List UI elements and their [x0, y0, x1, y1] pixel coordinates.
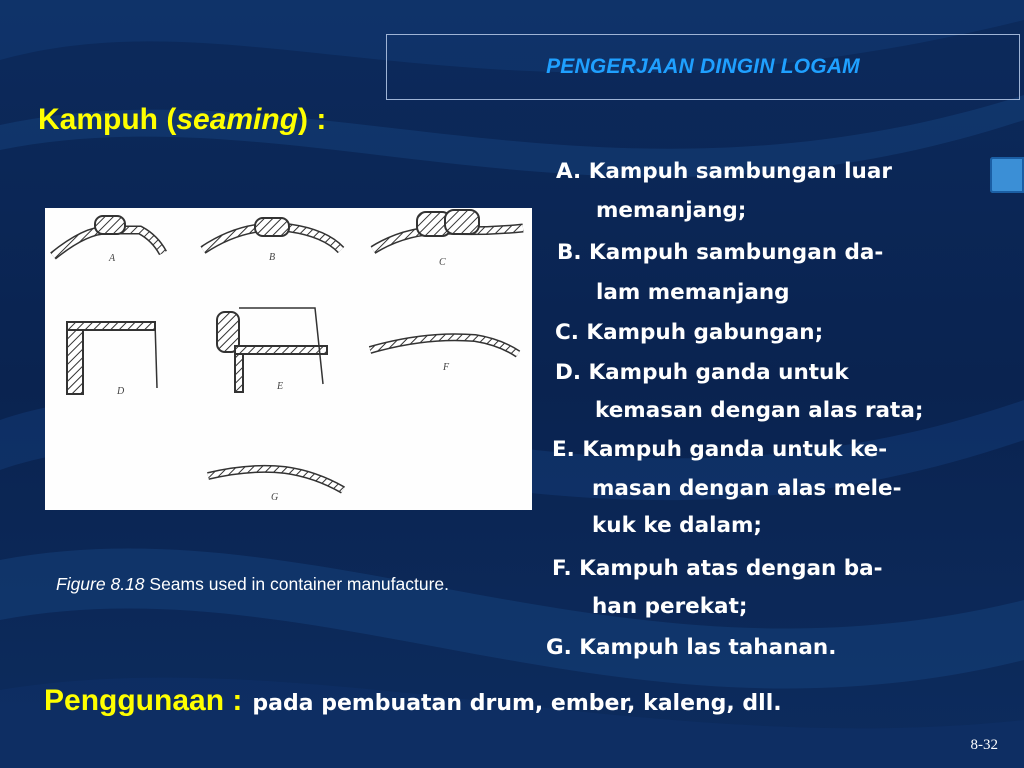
- list-item: C. Kampuh gabungan;: [555, 320, 824, 345]
- usage-line: [44, 684, 782, 718]
- list-item: lam memanjang: [596, 280, 790, 305]
- title-prefix: Kampuh (: [38, 103, 177, 136]
- label-c: C: [439, 257, 446, 268]
- label-e: E: [277, 381, 284, 392]
- label-f: F: [443, 362, 450, 373]
- list-item: han perekat;: [592, 594, 748, 619]
- list-item: E. Kampuh ganda untuk ke-: [552, 437, 888, 462]
- header-title: PENGERJAAN DINGIN LOGAM: [546, 55, 860, 78]
- seam-diagram: [45, 208, 532, 510]
- seam-e-drawing: [217, 308, 327, 392]
- caption-figure-number: Figure 8.18: [56, 574, 145, 594]
- list-item: A. Kampuh sambungan luar: [556, 159, 892, 184]
- caption-text: Seams used in container manufacture.: [149, 574, 450, 594]
- seam-d-drawing: [67, 322, 157, 394]
- label-b: B: [269, 252, 276, 263]
- list-item: kemasan dengan alas rata;: [595, 398, 924, 423]
- label-g: G: [271, 492, 279, 503]
- list-item: kuk ke dalam;: [592, 513, 762, 538]
- title-italic: seaming: [176, 103, 299, 136]
- usage-text: pada pembuatan drum, ember, kaleng, dll.: [252, 691, 782, 716]
- usage-label: Penggunaan :: [44, 684, 243, 717]
- list-item: memanjang;: [596, 198, 747, 223]
- seam-c-drawing: [373, 210, 523, 250]
- slide-title: [38, 103, 326, 137]
- page-number: 8-32: [970, 737, 998, 753]
- list-item: masan dengan alas mele-: [592, 476, 902, 501]
- header-box: [386, 34, 1020, 100]
- seam-a-drawing: [53, 216, 163, 256]
- list-item: B. Kampuh sambungan da-: [557, 240, 884, 265]
- figure-caption: [56, 572, 484, 596]
- label-a: A: [109, 253, 116, 264]
- list-item: G. Kampuh las tahanan.: [546, 635, 837, 660]
- seam-f-drawing: [370, 337, 518, 354]
- side-tab-decoration: [990, 157, 1024, 193]
- seam-b-drawing: [203, 218, 341, 250]
- seam-figure: [45, 208, 532, 510]
- label-d: D: [117, 386, 125, 397]
- list-item: F. Kampuh atas dengan ba-: [552, 556, 883, 581]
- title-suffix: ) :: [298, 103, 327, 136]
- list-item: D. Kampuh ganda untuk: [555, 360, 849, 385]
- seam-g-drawing: [208, 469, 343, 490]
